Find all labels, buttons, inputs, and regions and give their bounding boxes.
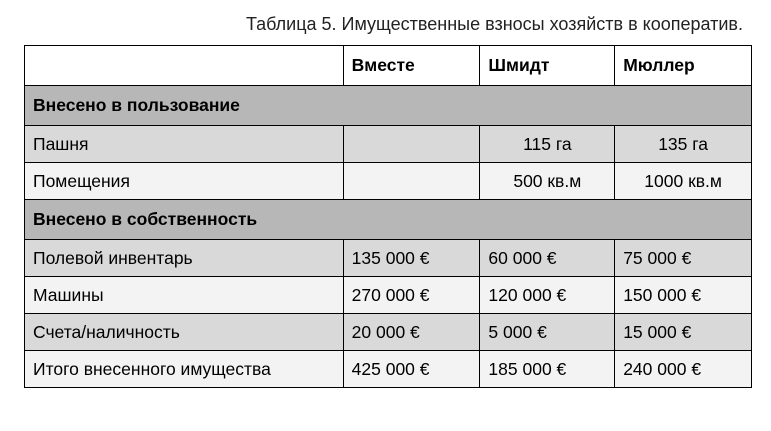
cell-together: 425 000 € (343, 351, 480, 388)
section-row-ownership (25, 200, 752, 240)
row-label: Итого внесенного имущества (25, 351, 344, 388)
cell-schmidt: 120 000 € (480, 277, 615, 314)
table-caption: Таблица 5. Имущественные взносы хозяйств в кооператив. (245, 14, 743, 34)
section-title: Внесено в пользование (25, 86, 752, 126)
cell-mueller: 135 га (615, 126, 752, 163)
cell-mueller: 1000 кв.м (615, 163, 752, 200)
cell-schmidt: 115 га (480, 126, 615, 163)
cell-mueller: 15 000 € (615, 314, 752, 351)
header-cell-schmidt: Шмидт (480, 46, 615, 86)
header-cell-mueller: Мюллер (615, 46, 752, 86)
row-label: Счета/наличность (25, 314, 344, 351)
table-header-row (25, 46, 752, 86)
table-row (25, 277, 752, 314)
section-title: Внесено в собственность (25, 200, 752, 240)
table-row (25, 240, 752, 277)
cell-mueller: 150 000 € (615, 277, 752, 314)
contributions-table (24, 45, 752, 388)
table-row (25, 126, 752, 163)
cell-together (343, 126, 480, 163)
cell-mueller: 240 000 € (615, 351, 752, 388)
header-cell-together: Вместе (343, 46, 480, 86)
cell-mueller: 75 000 € (615, 240, 752, 277)
cell-schmidt: 500 кв.м (480, 163, 615, 200)
row-label: Пашня (25, 126, 344, 163)
table-row (25, 314, 752, 351)
cell-together: 135 000 € (343, 240, 480, 277)
table-row (25, 163, 752, 200)
header-cell-empty (25, 46, 344, 86)
row-label: Машины (25, 277, 344, 314)
cell-together: 270 000 € (343, 277, 480, 314)
cell-schmidt: 5 000 € (480, 314, 615, 351)
cell-together (343, 163, 480, 200)
row-label: Помещения (25, 163, 344, 200)
row-label: Полевой инвентарь (25, 240, 344, 277)
cell-schmidt: 60 000 € (480, 240, 615, 277)
table-row-total (25, 351, 752, 388)
section-row-usage (25, 86, 752, 126)
cell-together: 20 000 € (343, 314, 480, 351)
cell-schmidt: 185 000 € (480, 351, 615, 388)
